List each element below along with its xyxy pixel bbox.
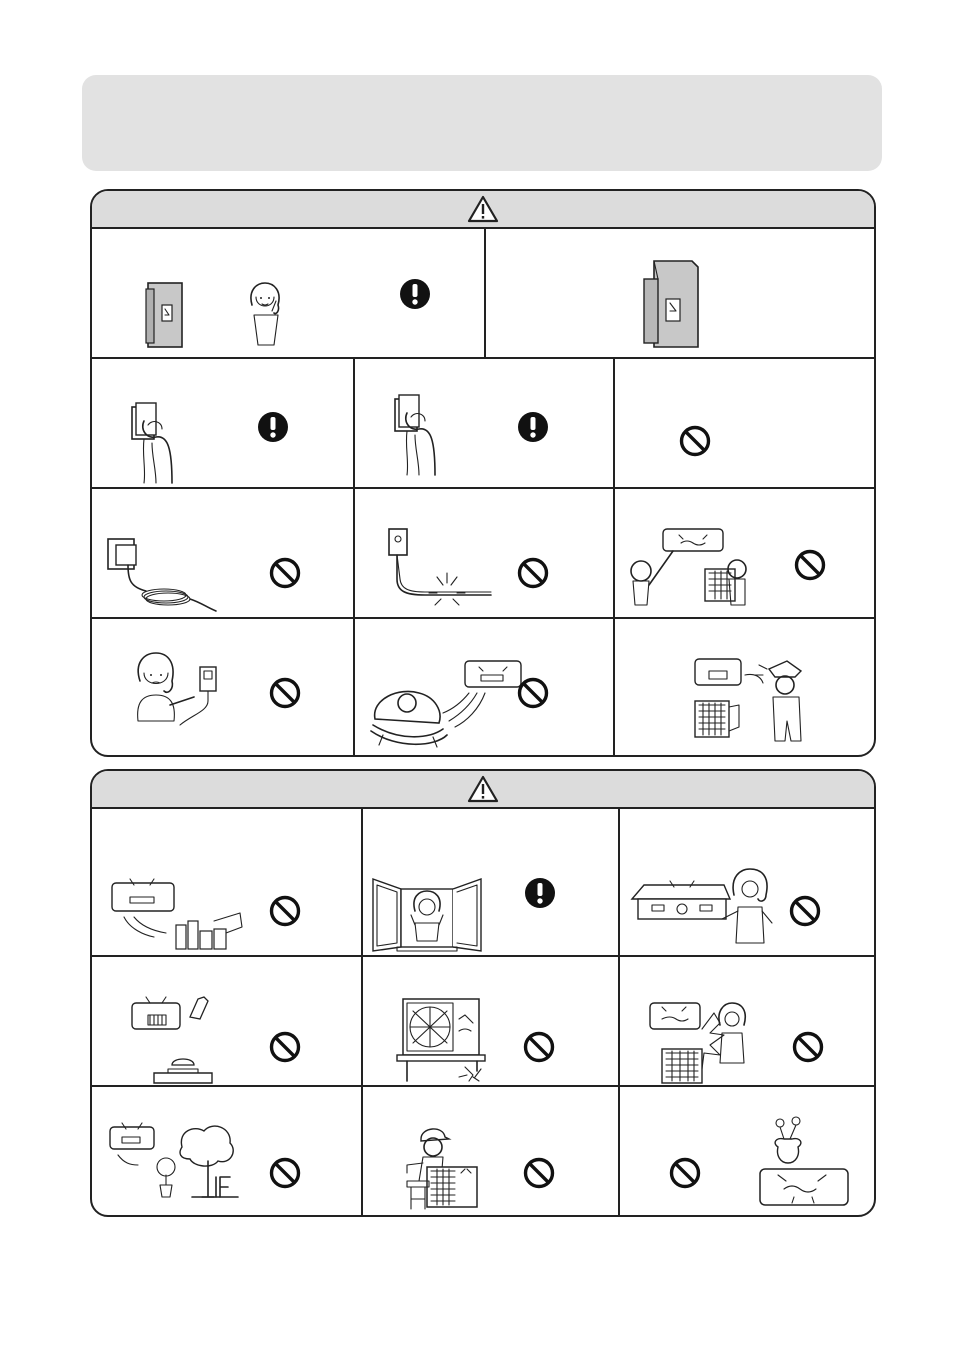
warning-panel-header (92, 191, 874, 229)
vase-on-ac-illustration (758, 1113, 850, 1209)
damaged-cord-illustration (385, 525, 495, 605)
warning-triangle-icon (467, 195, 499, 223)
warning-cell-children-poking (615, 489, 874, 617)
warning-cell-damaged-cord (355, 489, 613, 617)
girl-with-phone-illustration (242, 281, 288, 349)
caution-cell-unit-stand (363, 957, 618, 1085)
girl-plant-ac-illustration (648, 999, 748, 1085)
prohibition-circle-icon (789, 895, 821, 927)
prohibition-circle-icon (269, 895, 301, 927)
person-with-ac-units-illustration (691, 655, 811, 747)
prohibition-circle-icon (269, 1157, 301, 1189)
exclamation-circle-icon (524, 877, 556, 909)
prohibition-circle-icon (679, 425, 711, 457)
warning-cell-breaker (486, 229, 874, 357)
prohibition-circle-icon (523, 1031, 555, 1063)
caution-panel (90, 769, 876, 1217)
prohibition-circle-icon (669, 1157, 701, 1189)
circuit-breaker-illustration (640, 259, 702, 349)
warning-triangle-icon (467, 775, 499, 803)
ac-with-bottles-illustration (110, 877, 244, 951)
prohibition-circle-icon (269, 677, 301, 709)
boy-on-outdoor-unit-illustration (393, 1123, 481, 1211)
prohibition-circle-icon (517, 557, 549, 589)
circuit-breaker-illustration (144, 281, 188, 349)
caution-cell-sitting-unit (363, 1087, 618, 1215)
prohibition-circle-icon (517, 677, 549, 709)
hand-on-socket-illustration (130, 399, 178, 485)
baby-cradle-ac-illustration (369, 659, 519, 749)
warning-cell-breaker-person (92, 229, 484, 357)
warning-cell-plug-hand-1 (92, 359, 353, 487)
warning-cell-coiled-cord (92, 489, 353, 617)
caution-cell-plants-airflow (92, 1087, 361, 1215)
coiled-cord-plug-illustration (106, 529, 218, 615)
ac-with-stove-illustration (128, 993, 218, 1083)
caution-cell-gas-stove (92, 957, 361, 1085)
warning-cell-wet-hands (92, 619, 353, 755)
prohibition-circle-icon (269, 557, 301, 589)
hand-on-socket-illustration (393, 391, 441, 477)
children-with-ac-illustration (629, 527, 759, 615)
warning-cell-plug-hand-2 (355, 359, 613, 487)
warning-cell-prohibit-1 (615, 359, 874, 487)
warning-panel (90, 189, 876, 757)
caution-cell-vase-unit (620, 1087, 874, 1215)
exclamation-circle-icon (257, 411, 289, 443)
outdoor-unit-stand-illustration (395, 997, 487, 1083)
girl-at-window-illustration (371, 875, 483, 953)
girl-touching-plug-illustration (130, 651, 222, 745)
exclamation-circle-icon (399, 278, 431, 310)
warning-cell-baby-airflow (355, 619, 613, 755)
prohibition-circle-icon (269, 1031, 301, 1063)
caution-panel-header (92, 771, 874, 809)
ac-with-plants-illustration (108, 1113, 240, 1201)
exclamation-circle-icon (517, 411, 549, 443)
prohibition-circle-icon (523, 1157, 555, 1189)
caution-cell-ac-bottles (92, 809, 361, 955)
caution-cell-open-window (363, 809, 618, 955)
caution-cell-ceiling-unit (620, 809, 874, 955)
page-header-bar (82, 75, 882, 171)
girl-with-ceiling-ac-illustration (630, 867, 780, 947)
caution-cell-plant-unit (620, 957, 874, 1085)
warning-cell-person-units (615, 619, 874, 755)
prohibition-circle-icon (792, 1031, 824, 1063)
prohibition-circle-icon (794, 549, 826, 581)
